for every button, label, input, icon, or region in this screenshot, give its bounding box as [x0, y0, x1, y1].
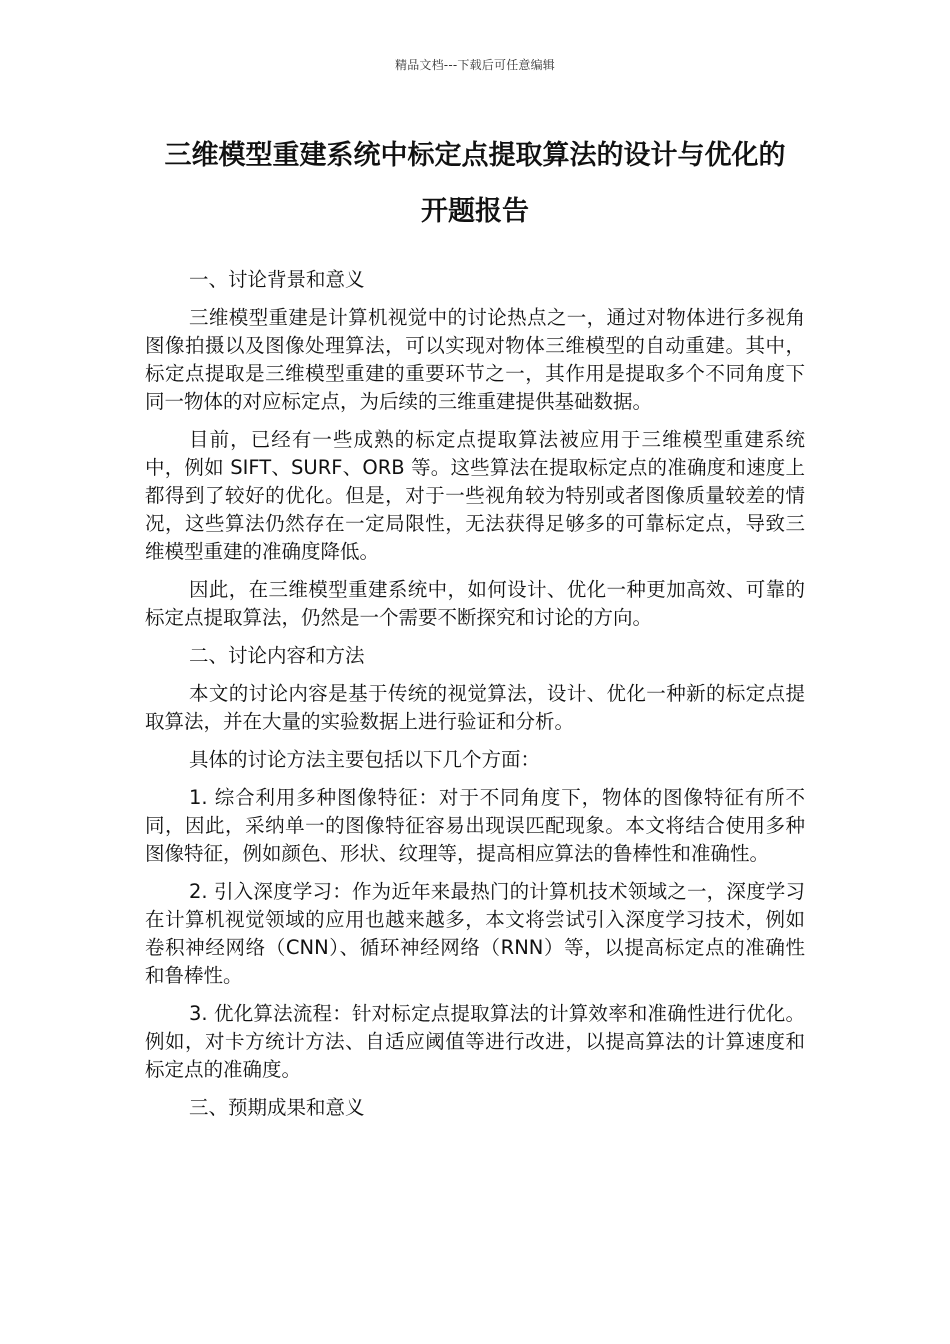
paragraph: 因此，在三维模型重建系统中，如何设计、优化一种更加高效、可靠的标定点提取算法，仍然是一个需要不断探究和讨论的方向。 [145, 578, 805, 629]
document-title [120, 128, 830, 240]
list-item: 1. 综合利用多种图像特征：对于不同角度下，物体的图像特征有所不同，因此，采纳单一的图像特征容易出现误匹配现象。本文将结合使用多种图像特征，例如颜色、形状、纹理等，提高相应算法的鲁棒性和准确性。 [145, 786, 805, 865]
title-line-2: 开题报告 [421, 196, 529, 227]
section-heading-background: 一、讨论背景和意义 [189, 268, 365, 291]
title-line-1: 三维模型重建系统中标定点提取算法的设计与优化的 [164, 140, 786, 171]
paragraph: 目前，已经有一些成熟的标定点提取算法被应用于三维模型重建系统中，例如 SIFT、SURF、ORB 等。这些算法在提取标定点的准确度和速度上都得到了较好的优化。但是，对于一些视角较为特别或者图像质量较差的情况，这些算法仍然存在一定局限性，无法获得足够多的可靠标定点，导致三维模型重建的准确度降低。 [145, 428, 805, 563]
paragraph: 具体的讨论方法主要包括以下几个方面： [189, 748, 541, 771]
paragraph: 三维模型重建是计算机视觉中的讨论热点之一，通过对物体进行多视角图像拍摄以及图像处理算法，可以实现对物体三维模型的自动重建。其中，标定点提取是三维模型重建的重要环节之一，其作用是提取多个不同角度下同一物体的对应标定点，为后续的三维重建提供基础数据。 [145, 306, 805, 413]
list-item: 2. 引入深度学习：作为近年来最热门的计算机技术领域之一，深度学习在计算机视觉领域的应用也越来越多，本文将尝试引入深度学习技术，例如卷积神经网络（CNN）、循环神经网络（RNN）等，以提高标定点的准确性和鲁棒性。 [145, 880, 805, 987]
paragraph: 本文的讨论内容是基于传统的视觉算法，设计、优化一种新的标定点提取算法，并在大量的实验数据上进行验证和分析。 [145, 682, 805, 733]
list-item: 3. 优化算法流程：针对标定点提取算法的计算效率和准确性进行优化。例如，对卡方统计方法、自适应阈值等进行改进，以提高算法的计算速度和标定点的准确度。 [145, 1002, 805, 1081]
document-body [145, 266, 805, 1132]
section-heading-expected-results: 三、预期成果和意义 [189, 1096, 365, 1119]
section-heading-content-methods: 二、讨论内容和方法 [189, 644, 365, 667]
page-header: 精品文档---下载后可任意编辑 [395, 58, 555, 72]
